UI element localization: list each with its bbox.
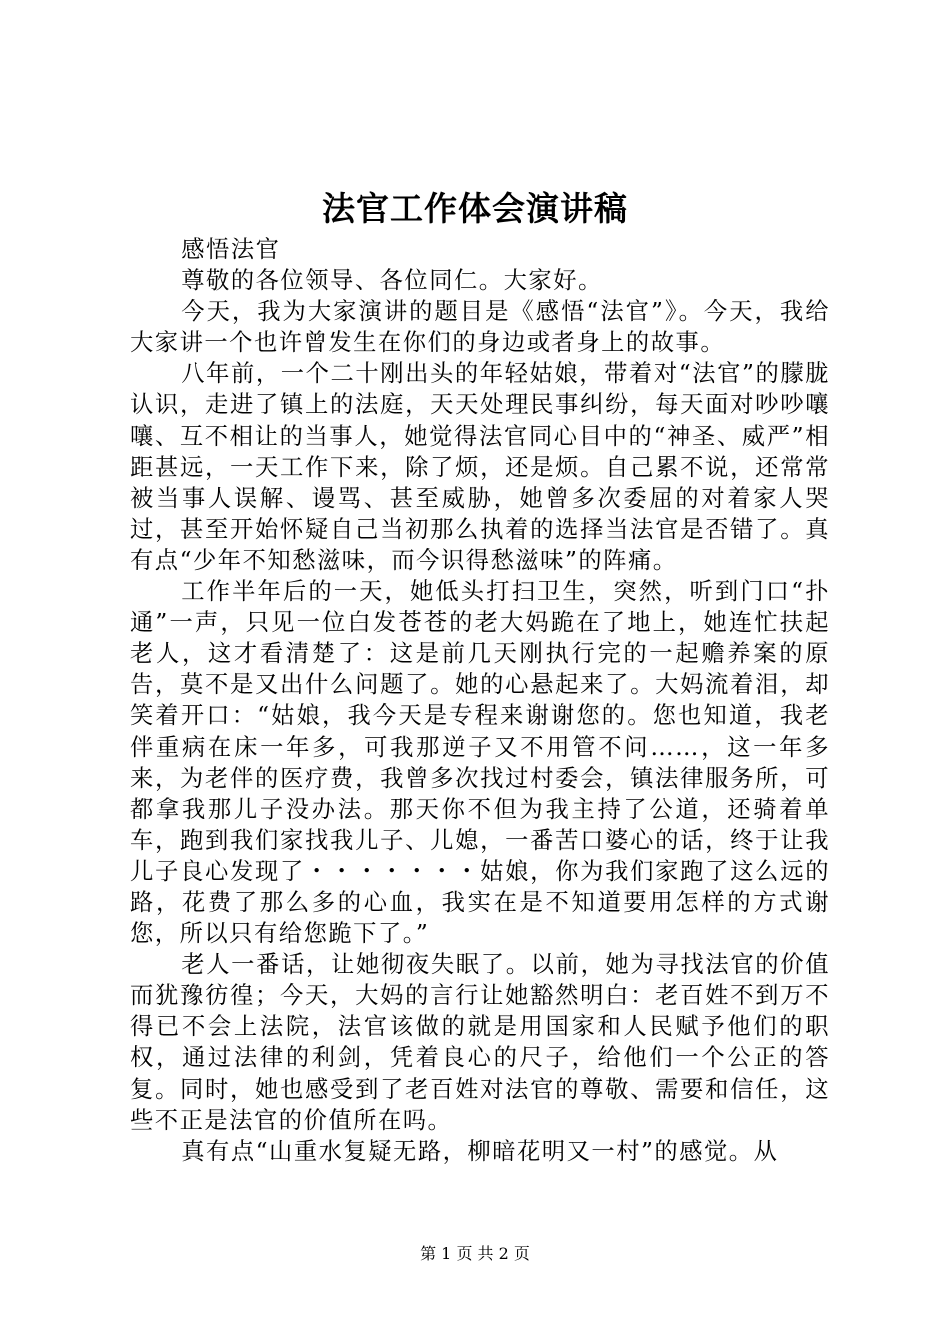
paragraph-story-start: 八年前，一个二十刚出头的年轻姑娘，带着对“法官”的朦胧认识，走进了镇上的法庭，天天处理民事纠纷，每天面对吵吵嚷嚷、互不相让的当事人，她觉得法官同心目中的“神圣、威严”相距甚远，一天工作下来，除了烦，还是烦。自己累不说，还常常被当事人误解、谩骂、甚至威胁，她曾多次委屈的对着家人哭过，甚至开始怀疑自己当初那么执着的选择当法官是否错了。真有点“少年不知愁滋味，而今识得愁滋味”的阵痛。	[130, 360, 830, 574]
page-footer: 第 1 页 共 2 页	[420, 1244, 530, 1263]
paragraph-reflection: 老人一番话，让她彻夜失眠了。以前，她为寻找法官的价值而犹豫彷徨；今天，大妈的言行让她豁然明白：老百姓不到万不得已不会上法院，法官该做的就是用国家和人民赋予他们的职权，通过法律的利剑，凭着良心的尺子，给他们一个公正的答复。同时，她也感受到了老百姓对法官的尊敬、需要和信任，这些不正是法官的价值所在吗。	[130, 951, 830, 1134]
paragraph-greeting: 尊敬的各位领导、各位同仁。大家好。	[181, 267, 603, 295]
document-body	[130, 234, 830, 1167]
paragraph-topic: 今天，我为大家演讲的题目是《感悟“法官”》。今天，我给大家讲一个也许曾发生在你们的身边或者身上的故事。	[130, 298, 830, 357]
paragraph-continuation: 真有点“山重水复疑无路，柳暗花明又一村”的感觉。从	[181, 1137, 779, 1165]
paragraph-heading: 感悟法官	[181, 236, 281, 263]
paragraph-story-event: 工作半年后的一天，她低头打扫卫生，突然，听到门口“扑通”一声，只见一位白发苍苍的老大妈跪在了地上，她连忙扶起老人，这才看清楚了：这是前几天刚执行完的一起赡养案的原告，莫不是又出什么问题了。她的心悬起来了。大妈流着泪，却笑着开口：“姑娘，我今天是专程来谢谢您的。您也知道，我老伴重病在床一年多，可我那逆子又不用管不问……，这一年多来，为老伴的医疗费，我曾多次找过村委会，镇法律服务所，可都拿我那儿子没办法。那天你不但为我主持了公道，还骑着单车，跑到我们家找我儿子、儿媳，一番苦口婆心的话，终于让我儿子良心发现了・・・・・・・姑娘，你为我们家跑了这么远的路，花费了那么多的心血，我实在是不知道要用怎样的方式谢您，所以只有给您跪下了。”	[130, 578, 830, 948]
document-title: 法官工作体会演讲稿	[322, 189, 628, 228]
